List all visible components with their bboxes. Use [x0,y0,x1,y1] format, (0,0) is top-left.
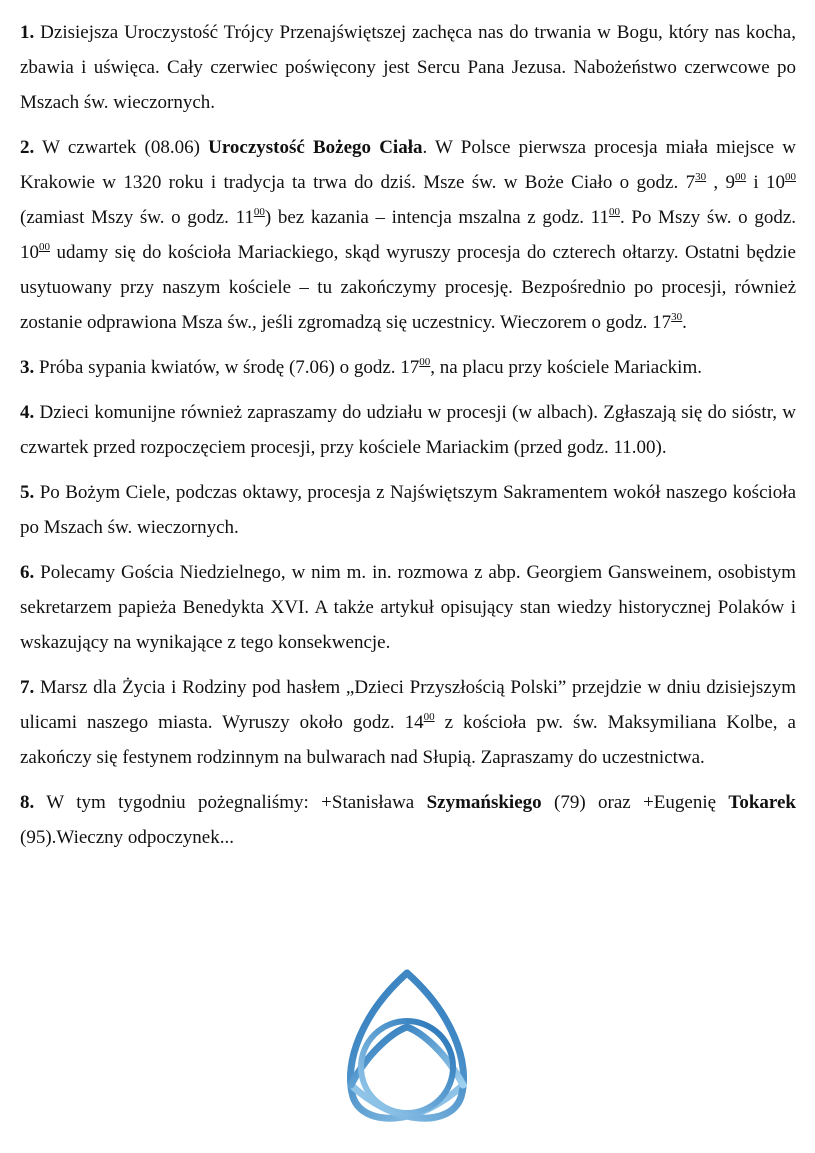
time-minutes-superscript: 00 [253,206,265,218]
time-minutes-superscript: 00 [419,356,431,368]
announcement-text: W tym tygodniu pożegnaliśmy: +Stanisława [34,792,427,813]
announcement-text: i 10 [746,172,786,193]
time-minutes-superscript: 00 [423,711,435,723]
announcement-item [20,395,796,465]
announcement-text: udamy się do kościoła Mariackiego, skąd wyruszy procesja do czterech ołtarzy. Ostatni będzie usytuowany przy naszym kościele – tu zakończymy procesję. Bezpośrednio po procesji, również zostanie odprawiona Msza św., jeśli zgromadzą się uczestnicy. Wieczorem o godz. 17 [20,242,796,333]
time-minutes-superscript: 00 [735,171,747,183]
announcement-text: z kościoła pw. św. Maksymiliana Kolbe, a zakończy się festynem rodzinnym na bulwarach nad Słupią. Zapraszamy do uczestnictwa. [20,712,796,768]
announcement-text: Próba sypania kwiatów, w środę (7.06) o godz. 17 [34,357,420,378]
announcement-text: . W Polsce pierwsza procesja miała miejsce w Krakowie w 1320 roku i tradycja ta trwa do dziś. Msze św. w Boże Ciało o godz. 7 [20,137,796,193]
bold-text: Szymańskiego [426,792,542,813]
announcement-text: , na placu przy kościele Mariackim. [430,357,702,378]
announcement-text: . Po Mszy św. o godz. 10 [20,207,796,263]
announcement-text: (zamiast Mszy św. o godz. 11 [20,207,254,228]
announcement-text: W czwartek (08.06) [34,137,209,158]
announcement-text: Dzisiejsza Uroczystość Trójcy Przenajświętszej zachęca nas do trwania w Bogu, który nas kocha, zbawia i uświęca. Cały czerwiec poświęcony jest Sercu Pana Jezusa. Nabożeństwo czerwcowe po Mszach św. wieczornych. [20,22,796,113]
triquetra-arc-bottom [351,1027,463,1085]
announcement-text: (79) oraz +Eugenię [541,792,729,813]
announcements-document [20,15,796,865]
announcement-text: , 9 [706,172,736,193]
announcement-number: 7. [20,677,35,698]
announcement-item [20,555,796,660]
time-minutes-superscript: 30 [695,171,707,183]
announcement-text: Polecamy Gościa Niedzielnego, w nim m. in. rozmowa z abp. Georgiem Gansweinem, osobistym sekretarzem papieża Benedykta XVI. A także artykuł opisujący stan wiedzy historycznej Polaków i wskazujący na wynikające z tego konsekwencje. [20,562,796,653]
announcement-number: 5. [20,482,35,503]
bold-text: Uroczystość Bożego Ciała [208,137,423,158]
announcement-item [20,785,796,855]
announcement-number: 6. [20,562,35,583]
announcement-text: Po Bożym Ciele, podczas oktawy, procesja z Najświętszym Sakramentem wokół naszego kościoła po Mszach św. wieczornych. [20,482,796,538]
announcement-item [20,670,796,775]
triquetra-icon [323,967,491,1129]
announcement-text: ) bez kazania – intencja mszalna z godz. 11 [264,207,609,228]
announcement-text: Marsz dla Życia i Rodziny pod hasłem „Dzieci Przyszłością Polski” przejdzie w dniu dzisiejszym ulicami naszego miasta. Wyruszy około godz. 14 [20,677,796,733]
announcement-item [20,130,796,340]
time-minutes-superscript: 00 [608,206,620,218]
time-minutes-superscript: 30 [671,311,683,323]
announcement-list [20,15,796,855]
bold-text: Tokarek [728,792,796,813]
time-minutes-superscript: 00 [785,171,797,183]
time-minutes-superscript: 00 [39,241,50,253]
announcement-text: . [682,312,687,333]
triquetra-circle [361,1021,453,1113]
announcement-item [20,475,796,545]
announcement-text: Dzieci komunijne również zapraszamy do udziału w procesji (w albach). Zgłaszają się do sióstr, w czwartek przed rozpoczęciem procesji, przy kościele Mariackim (przed godz. 11.00). [20,402,796,458]
announcement-number: 1. [20,22,35,43]
announcement-number: 3. [20,357,35,378]
announcement-item [20,350,796,385]
announcement-number: 4. [20,402,35,423]
announcement-number: 2. [20,137,35,158]
announcement-number: 8. [20,792,35,813]
announcement-item [20,15,796,120]
announcement-text: (95).Wieczny odpoczynek... [20,827,234,848]
